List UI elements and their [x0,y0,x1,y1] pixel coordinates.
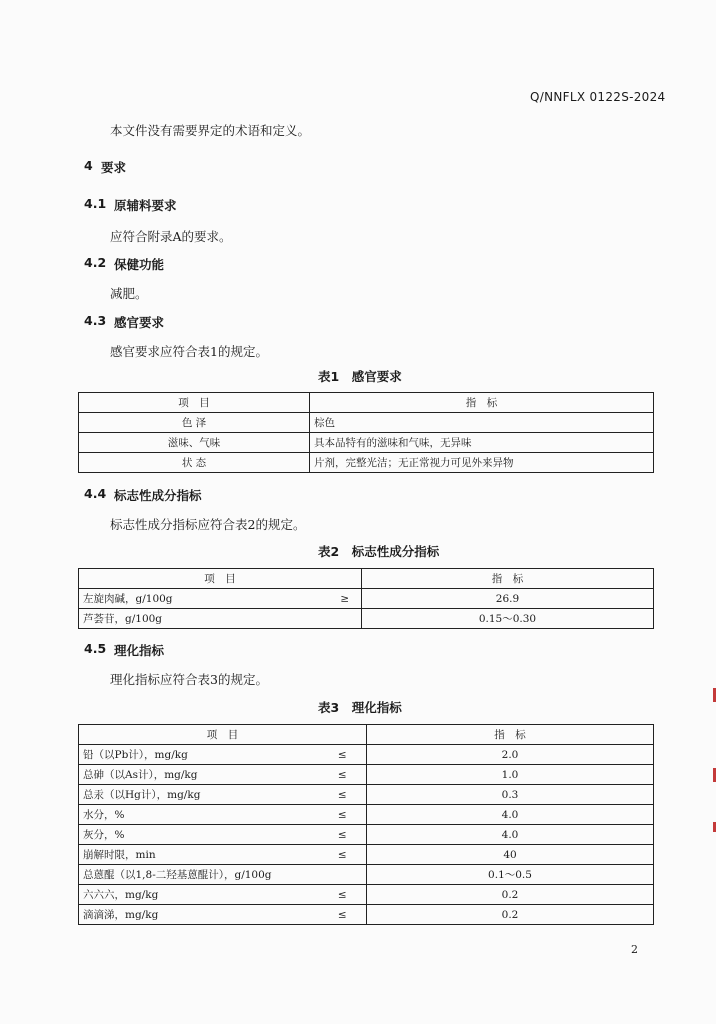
section-4-number: 4 [84,158,93,173]
section-4-3-text: 感官要求应符合表1的规定。 [110,344,268,359]
table-cell-item: 水分，% [79,805,319,825]
table-cell-indicator: 棕色 [310,413,654,433]
section-4-4-text: 标志性成分指标应符合表2的规定。 [110,517,306,532]
table-cell-operator: ≤ [319,885,367,905]
table-cell-operator: ≤ [319,905,367,925]
table-cell-value: 0.3 [367,785,654,805]
table-cell-item: 总蒽醌（以1,8-二羟基蒽醌计），g/100g [79,865,367,885]
table-cell-item: 总砷（以As计），mg/kg [79,765,319,785]
section-4-5-title: 理化指标 [114,643,165,658]
table-row [79,745,654,765]
table-cell-value: 0.2 [367,905,654,925]
table-2-caption: 表2 标志性成分指标 [318,544,440,559]
table-cell-operator: ≤ [319,785,367,805]
table-cell-value: 4.0 [367,825,654,845]
table-cell-value: 40 [367,845,654,865]
document-code: Q/NNFLX 0122S-2024 [530,90,666,104]
table-3-physicochemical [78,724,654,925]
table-row [79,609,654,629]
table-cell-item: 左旋肉碱，g/100g [79,589,329,609]
section-4-1-title: 原辅料要求 [114,198,177,213]
table-cell-operator: ≤ [319,765,367,785]
table-row [79,765,654,785]
table-row [79,805,654,825]
intro-text: 本文件没有需要界定的术语和定义。 [110,123,311,138]
section-4-title: 要求 [101,160,127,175]
section-4-5-number: 4.5 [84,641,107,656]
table-cell-item: 芦荟苷，g/100g [79,609,329,629]
table-row [79,785,654,805]
table-cell-operator: ≥ [329,589,362,609]
table-2-marker-components [78,568,654,629]
section-4-2-title: 保健功能 [114,257,165,272]
section-4-3-number: 4.3 [84,313,107,328]
table-cell-value: 4.0 [367,805,654,825]
table-1-sensory [78,392,654,473]
page-number: 2 [631,943,638,956]
table-cell-item: 铅（以Pb计），mg/kg [79,745,319,765]
table-header-row [79,569,654,589]
table-row [79,825,654,845]
table-cell-value: 0.1～0.5 [367,865,654,885]
table-row [79,845,654,865]
table-cell-value: 26.9 [362,589,654,609]
section-4-1-number: 4.1 [84,196,107,211]
table-row [79,589,654,609]
table-cell-value: 0.15～0.30 [362,609,654,629]
table-row [79,865,654,885]
section-4-2-number: 4.2 [84,255,107,270]
table-cell-operator: ≤ [319,745,367,765]
table-cell-item: 六六六，mg/kg [79,885,319,905]
table-3-caption: 表3 理化指标 [318,700,402,715]
table-cell-item: 崩解时限，min [79,845,319,865]
table-header-item: 项 目 [79,725,367,745]
table-row [79,885,654,905]
table-cell-value: 0.2 [367,885,654,905]
table-row [79,905,654,925]
table-cell-item: 色 泽 [79,413,310,433]
table-1-caption: 表1 感官要求 [318,369,402,384]
table-cell-value: 2.0 [367,745,654,765]
table-header-item: 项 目 [79,393,310,413]
table-header-row [79,393,654,413]
table-cell-operator: ≤ [319,825,367,845]
table-cell-item: 滋味、气味 [79,433,310,453]
table-header-indicator: 指 标 [367,725,654,745]
table-cell-item: 滴滴涕，mg/kg [79,905,319,925]
section-4-4-number: 4.4 [84,486,107,501]
table-cell-value: 1.0 [367,765,654,785]
table-header-item: 项 目 [79,569,362,589]
table-cell-item: 灰分，% [79,825,319,845]
table-row [79,413,654,433]
section-4-4-title: 标志性成分指标 [114,488,202,503]
table-cell-item: 状 态 [79,453,310,473]
table-header-row [79,725,654,745]
table-header-indicator: 指 标 [362,569,654,589]
table-cell-operator: ≤ [319,805,367,825]
section-4-2-text: 减肥。 [110,286,148,301]
section-4-1-text: 应符合附录A的要求。 [110,229,232,244]
table-header-indicator: 指 标 [310,393,654,413]
table-cell-operator [329,609,362,629]
table-cell-operator: ≤ [319,845,367,865]
section-4-3-title: 感官要求 [114,315,165,330]
section-4-5-text: 理化指标应符合表3的规定。 [110,672,268,687]
table-cell-indicator: 片剂，完整光洁；无正常视力可见外来异物 [310,453,654,473]
table-cell-item: 总汞（以Hg计），mg/kg [79,785,319,805]
table-cell-indicator: 具本品特有的滋味和气味，无异味 [310,433,654,453]
table-row [79,433,654,453]
table-row [79,453,654,473]
